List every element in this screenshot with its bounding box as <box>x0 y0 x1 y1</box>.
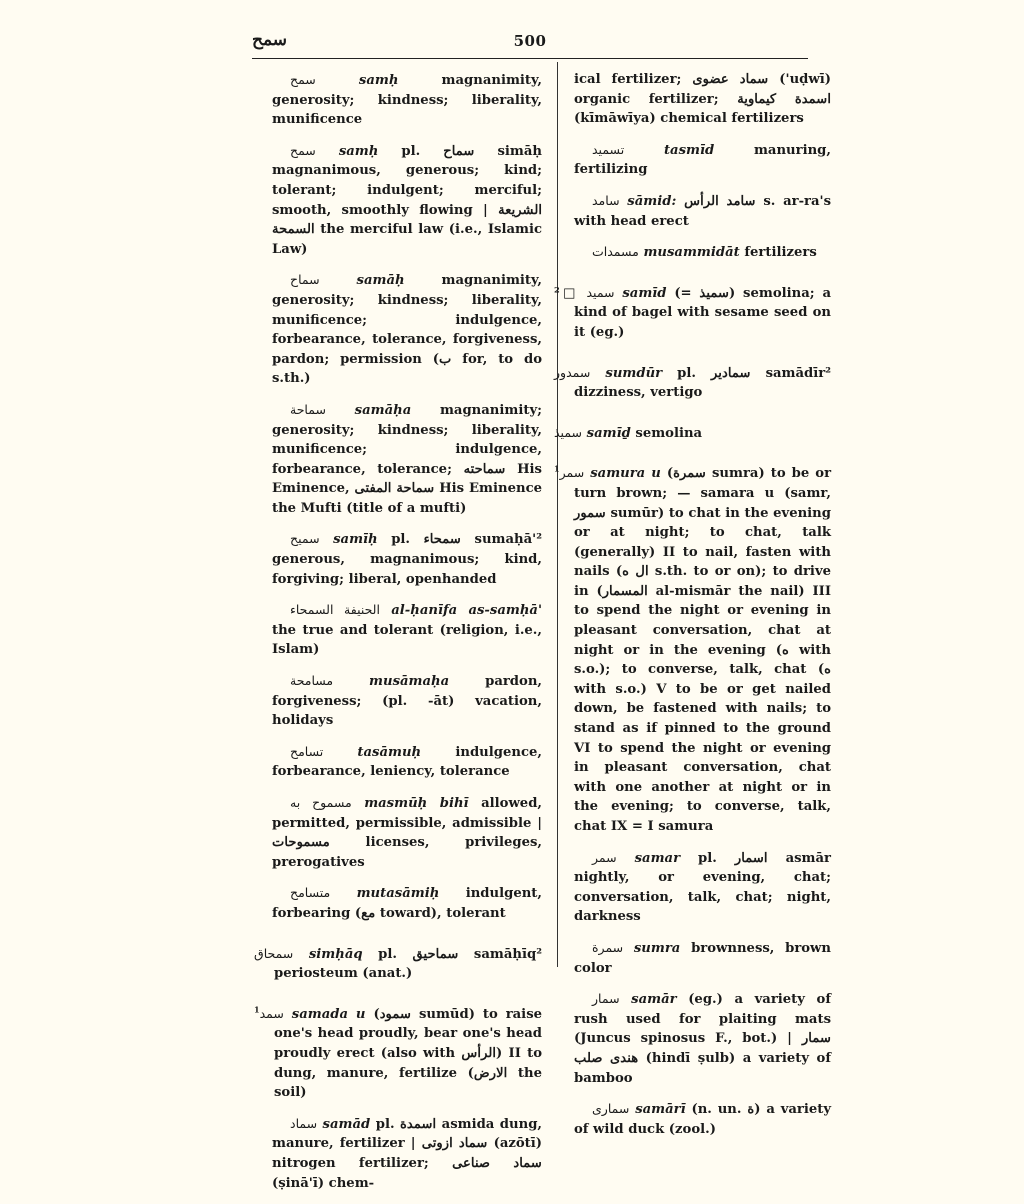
entry: سمار samār (eg.) a variety of rush used for plaiting mats (Juncus spinosus F., bot.) | سمار هندى صلب (hindī ṣulb) a variety of bamboo <box>574 991 832 1086</box>
entry: الحنيفة السمحاء al-ḥanīfa as-samḥā' the true and tolerant (religion, i.e., Islam) <box>272 602 542 658</box>
header-rule <box>252 58 808 59</box>
entry: سماحة samāḥa magnanimity; generosity; kindness; liberality, munificence; indulgence, forbearance, tolerance; سماحته His Eminence, سماحة المفتى His Eminence the Mufti (title of a mufti) <box>272 401 543 516</box>
root-entry: سمدور sumdūr pl. سمادير samādīr² dizziness, vertigo <box>554 364 832 401</box>
entry: سماد samād pl. اسمدة asmida dung, manure, fertilizer | سماد ازوتى (azōtī) nitrogen fertilizer; سماد صناعى (ṣinā'ī) chem- <box>272 1115 543 1191</box>
root-entry: $^1$سمد samada u (سمود sumūd) to raise one's head proudly, bear one's head proudly erect (also with الرأس) II to dung, manure, fertilize (الارض the soil) <box>254 1004 543 1101</box>
page-number: 500 <box>513 32 547 50</box>
entry: سامد sāmid: سامد الرأس s. ar-ra's with head erect <box>574 192 832 229</box>
entry: سمح samḥ pl. سماح simāḥ magnanimous, generous; kind; tolerant; indulgent; merciful; smooth, smoothly flowing | الشريعة السمحة the merciful law (i.e., Islamic Law) <box>272 142 542 257</box>
entry: سميح samīḥ pl. سمحاء sumaḥā'² generous, magnanimous; kind, forgiving; liberal, openhanded <box>272 531 542 587</box>
entry: مسمدات musammidāt fertilizers <box>592 244 817 261</box>
entry: سمح samḥ magnanimity, generosity; kindness; liberality, munificence <box>272 72 543 128</box>
page-header <box>252 30 808 58</box>
entry: سمارى samārī (n. un. ة) a variety of wild duck (zool.) <box>574 1101 832 1137</box>
root-entry: سمحاق simḥāq pl. سماحيق samāḥīq² periosteum (anat.) <box>254 945 542 982</box>
entry: تسامح tasāmuḥ indulgence, forbearance, leniency, tolerance <box>272 743 542 780</box>
guide-word: سمح <box>252 30 288 50</box>
entry: سمر samar pl. اسمار asmār nightly, or evening, chat; conversation, talk, chat; night, darkness <box>574 849 832 925</box>
entry: مسموح به masmūḥ bihī allowed, permitted, permissible, admissible | مسموحات licenses, privileges, prerogatives <box>272 795 543 870</box>
entry: سمرة sumra brownness, brown color <box>574 939 832 976</box>
entry: سماح samāḥ magnanimity, generosity; kindness; liberality, munificence; indulgence, forbearance, tolerance, forgiveness, pardon; permission (ب for, to do s.th.) <box>272 272 543 387</box>
root-entry: ²□ سميد samīd (= سميذ) semolina; a kind of bagel with sesame seed on it (eg.) <box>554 284 831 340</box>
right-column <box>554 70 832 1150</box>
root-entry: $^1$سمر samura u (سمرة sumra) to be or turn brown; — samara u (samr, سمور sumūr) to chat in the evening or at night; to chat, talk (generally) II to nail, fasten with nails (ال ه s.th. to or on); to drive in (المسمار al-mismār the nail) III to spend the night or evening in pleasant conversation, chat at night or in the evening (ه with s.o.); to converse, talk, chat (ه with s.o.) V to be or get nailed down, be fastened with nails; to stand as if pinned to the ground VI to spend the night or evening in pleasant conversation, chat with one another at night or in the evening; to converse, talk, chat IX = I samura <box>554 463 832 834</box>
left-column <box>254 70 543 1204</box>
entry: متسامح mutasāmiḥ indulgent, forbearing (مع toward), tolerant <box>272 885 542 921</box>
entry: تسميد tasmīd manuring, fertilizing <box>574 141 831 178</box>
entry-continuation: ical fertilizer; سماد عضوى ('uḍwī) organic fertilizer; اسمدة كيماوية (kīmāwīya) chemical fertilizers <box>574 72 831 127</box>
entry: مسامحة musāmaḥa pardon, forgiveness; (pl. -āt) vacation, holidays <box>272 673 543 729</box>
root-entry: سميذ samīḏ semolina <box>554 424 703 441</box>
